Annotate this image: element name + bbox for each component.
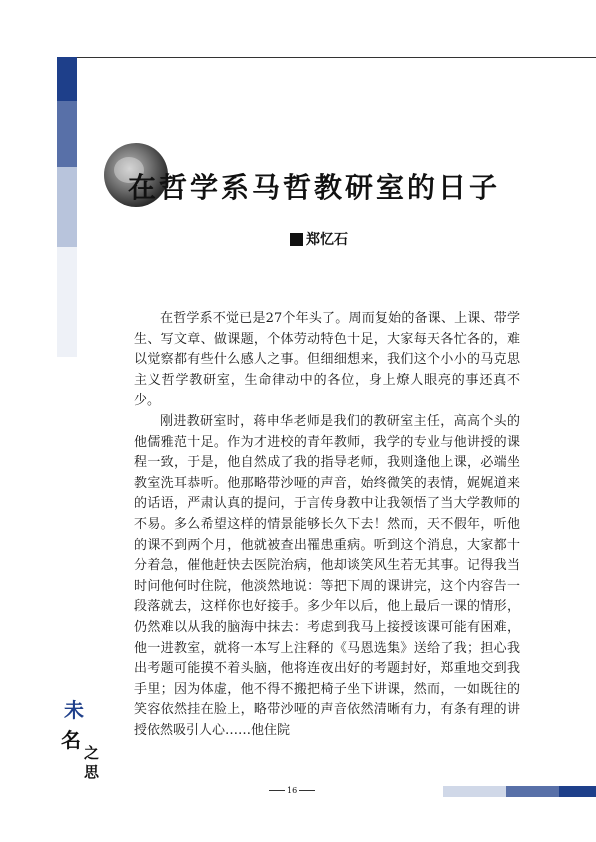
- column-calligraphy-2: 名: [61, 728, 81, 752]
- article-title: 在哲学系马哲教研室的日子: [128, 171, 501, 204]
- page-number-row: [269, 786, 315, 795]
- side-strip-dark: [57, 57, 77, 101]
- footer-bar-light: [443, 786, 506, 797]
- column-calligraphy-3: 之思: [84, 744, 100, 781]
- side-strip-pale: [57, 247, 77, 357]
- side-strip-light: [57, 167, 77, 247]
- page-number-rule-left: [269, 790, 285, 791]
- page-number: 16: [287, 786, 298, 795]
- side-strip-mid: [57, 101, 77, 167]
- square-bullet-icon: [290, 233, 303, 246]
- author-byline: [290, 229, 348, 249]
- paragraph-1: 在哲学系不觉已是27个年头了。周而复始的备课、上课、带学生、写文章、做课题，个体劳动特色十足，大家每天各忙各的，难以觉察都有些什么感人之事。但细细想来，我们这个小小的马克思主义哲学教研室，生命律动中的各位，身上燎人眼亮的事还真不少。: [134, 311, 520, 409]
- paragraph-2: 刚进教研室时，蒋申华老师是我们的教研室主任，高高个头的他儒雅范十足。作为才进校的青年教师，我学的专业与他讲授的课程一致，于是，他自然成了我的指导老师，我则逢他上课，必端坐教室洗耳恭听。他那略带沙哑的声音，始终微笑的表情，娓娓道来的话语，严肃认真的提问，于言传身教中让我领悟了当大学教师的不易。多么希望这样的情景能够长久下去！然而，天不假年，听他的课不到两个月，他就被查出罹患重病。听到这个消息，大家都十分着急，催他赶快去医院治病，他却谈笑风生若无其事。记得我当时问他何时住院，他淡然地说：等把下周的课讲完，这个内容告一段落就去，这样你也好接手。多少年以后，他上最后一课的情形，仍然难以从我的脑海中抹去：考虑到我马上接授该课可能有困难，他一进教室，就将一本写上注释的《马恩选集》送给了我；担心我出考题可能摸不着头脑，他将连夜出好的考题封好，郑重地交到我手里；因为体虚，他不得不搬把椅子坐下讲课，然而，一如既往的笑容依然挂在脸上，略带沙哑的声音依然清晰有力，有条有理的讲授依然吸引人心……他住院: [134, 413, 520, 738]
- article-body: [134, 309, 520, 741]
- footer-bar-dark: [559, 786, 596, 797]
- footer-bar-mid: [506, 786, 559, 797]
- author-name: 郑忆石: [306, 232, 348, 248]
- top-rule: [57, 57, 596, 58]
- column-calligraphy-1: 未: [64, 698, 84, 722]
- page-number-rule-right: [299, 790, 315, 791]
- footer-color-bars: [443, 786, 596, 797]
